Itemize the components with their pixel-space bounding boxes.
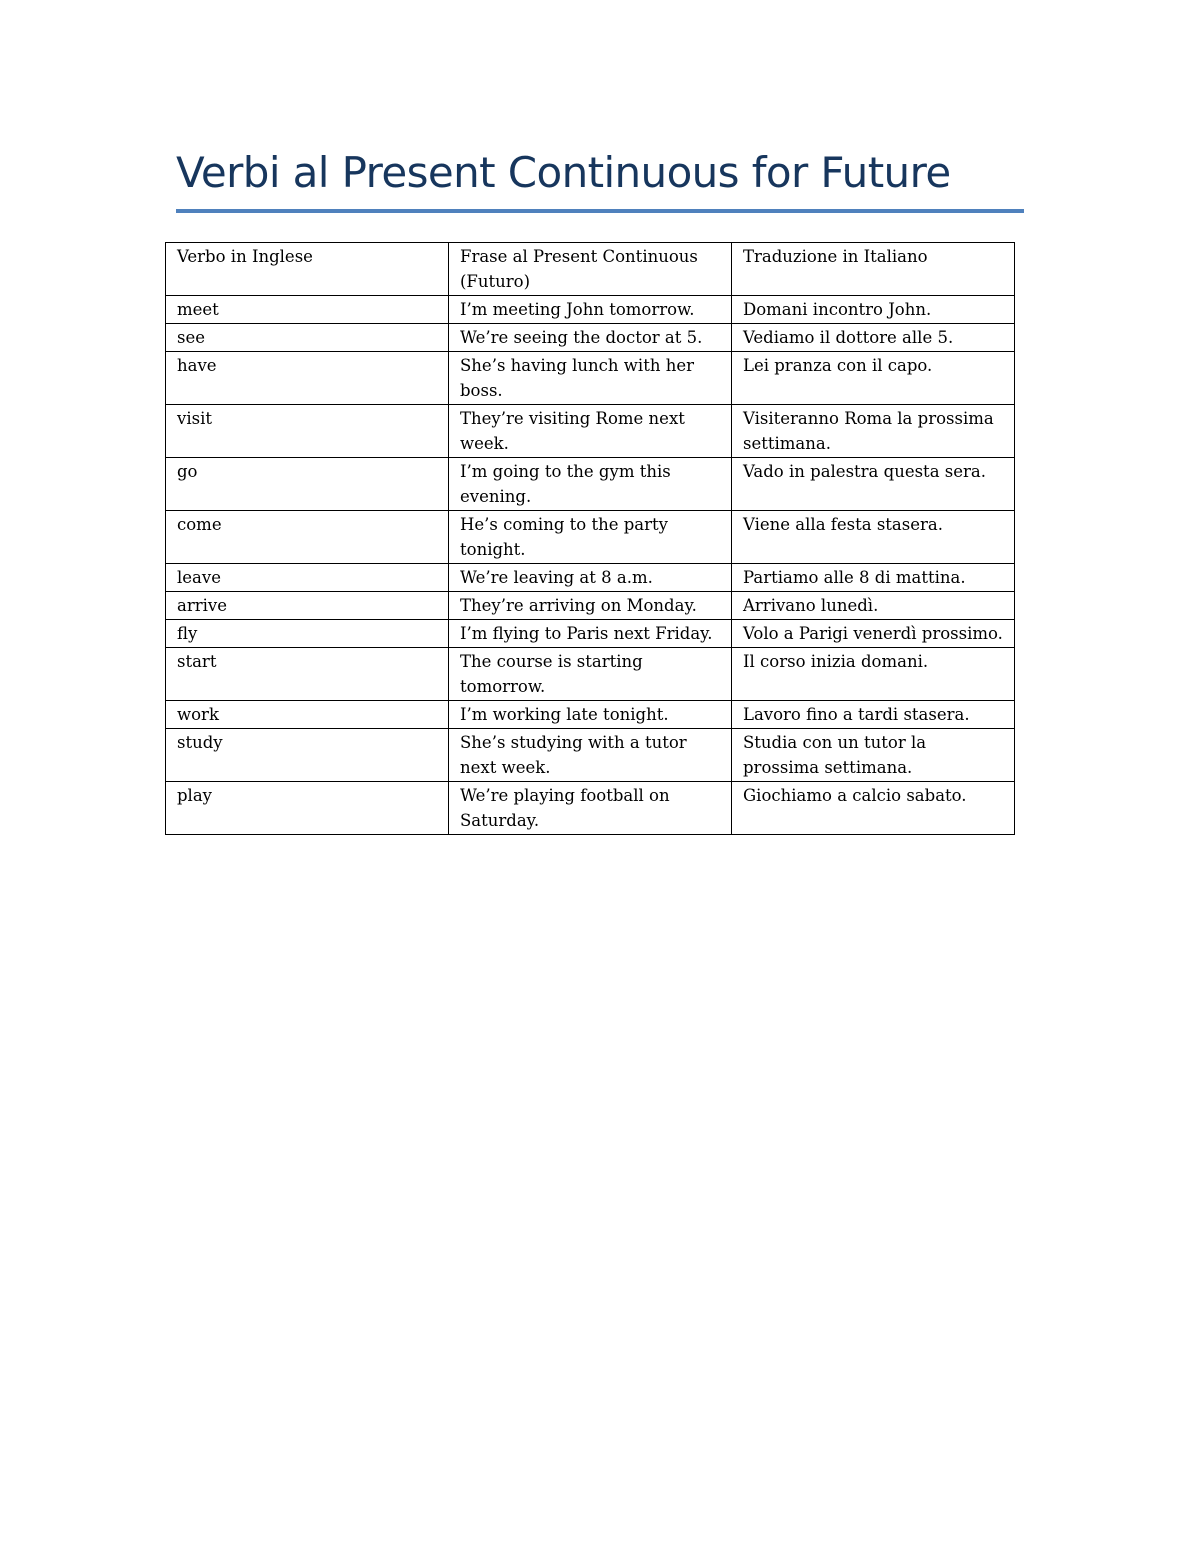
sentence-cell: The course is starting tomorrow.: [449, 648, 732, 701]
translation-cell: Vediamo il dottore alle 5.: [732, 324, 1015, 352]
verb-cell: meet: [166, 296, 449, 324]
table-header-row: [166, 243, 1015, 296]
verb-cell: visit: [166, 405, 449, 458]
sentence-cell: I’m meeting John tomorrow.: [449, 296, 732, 324]
verb-cell: start: [166, 648, 449, 701]
table-row: [166, 405, 1015, 458]
table-row: [166, 352, 1015, 405]
translation-cell: Lei pranza con il capo.: [732, 352, 1015, 405]
sentence-cell: I’m flying to Paris next Friday.: [449, 620, 732, 648]
sentence-cell: He’s coming to the party tonight.: [449, 511, 732, 564]
table-row: [166, 511, 1015, 564]
table-row: [166, 648, 1015, 701]
sentence-cell: We’re leaving at 8 a.m.: [449, 564, 732, 592]
verb-cell: arrive: [166, 592, 449, 620]
table-row: [166, 782, 1015, 835]
verb-cell: work: [166, 701, 449, 729]
verb-cell: fly: [166, 620, 449, 648]
verb-cell: leave: [166, 564, 449, 592]
page-title: Verbi al Present Continuous for Future: [176, 148, 951, 197]
title-underline: [176, 209, 1024, 213]
translation-cell: Viene alla festa stasera.: [732, 511, 1015, 564]
sentence-cell: I’m going to the gym this evening.: [449, 458, 732, 511]
translation-cell: Domani incontro John.: [732, 296, 1015, 324]
translation-cell: Visiteranno Roma la prossima settimana.: [732, 405, 1015, 458]
verb-cell: have: [166, 352, 449, 405]
header-cell-sentence: Frase al Present Continuous (Futuro): [449, 243, 732, 296]
verb-table: [165, 242, 1015, 835]
table-row: [166, 620, 1015, 648]
header-cell-translation: Traduzione in Italiano: [732, 243, 1015, 296]
verb-cell: play: [166, 782, 449, 835]
sentence-cell: She’s having lunch with her boss.: [449, 352, 732, 405]
table-row: [166, 592, 1015, 620]
translation-cell: Vado in palestra questa sera.: [732, 458, 1015, 511]
sentence-cell: We’re seeing the doctor at 5.: [449, 324, 732, 352]
translation-cell: Studia con un tutor la prossima settimana.: [732, 729, 1015, 782]
table-row: [166, 564, 1015, 592]
translation-cell: Volo a Parigi venerdì prossimo.: [732, 620, 1015, 648]
table-row: [166, 729, 1015, 782]
verb-cell: go: [166, 458, 449, 511]
translation-cell: Partiamo alle 8 di mattina.: [732, 564, 1015, 592]
table-row: [166, 296, 1015, 324]
translation-cell: Lavoro fino a tardi stasera.: [732, 701, 1015, 729]
verb-cell: come: [166, 511, 449, 564]
sentence-cell: We’re playing football on Saturday.: [449, 782, 732, 835]
sentence-cell: She’s studying with a tutor next week.: [449, 729, 732, 782]
table-row: [166, 701, 1015, 729]
table-row: [166, 458, 1015, 511]
verb-cell: study: [166, 729, 449, 782]
sentence-cell: I’m working late tonight.: [449, 701, 732, 729]
translation-cell: Arrivano lunedì.: [732, 592, 1015, 620]
translation-cell: Il corso inizia domani.: [732, 648, 1015, 701]
sentence-cell: They’re visiting Rome next week.: [449, 405, 732, 458]
verb-cell: see: [166, 324, 449, 352]
table-body: [166, 243, 1015, 835]
translation-cell: Giochiamo a calcio sabato.: [732, 782, 1015, 835]
header-cell-verb: Verbo in Inglese: [166, 243, 449, 296]
table-row: [166, 324, 1015, 352]
sentence-cell: They’re arriving on Monday.: [449, 592, 732, 620]
